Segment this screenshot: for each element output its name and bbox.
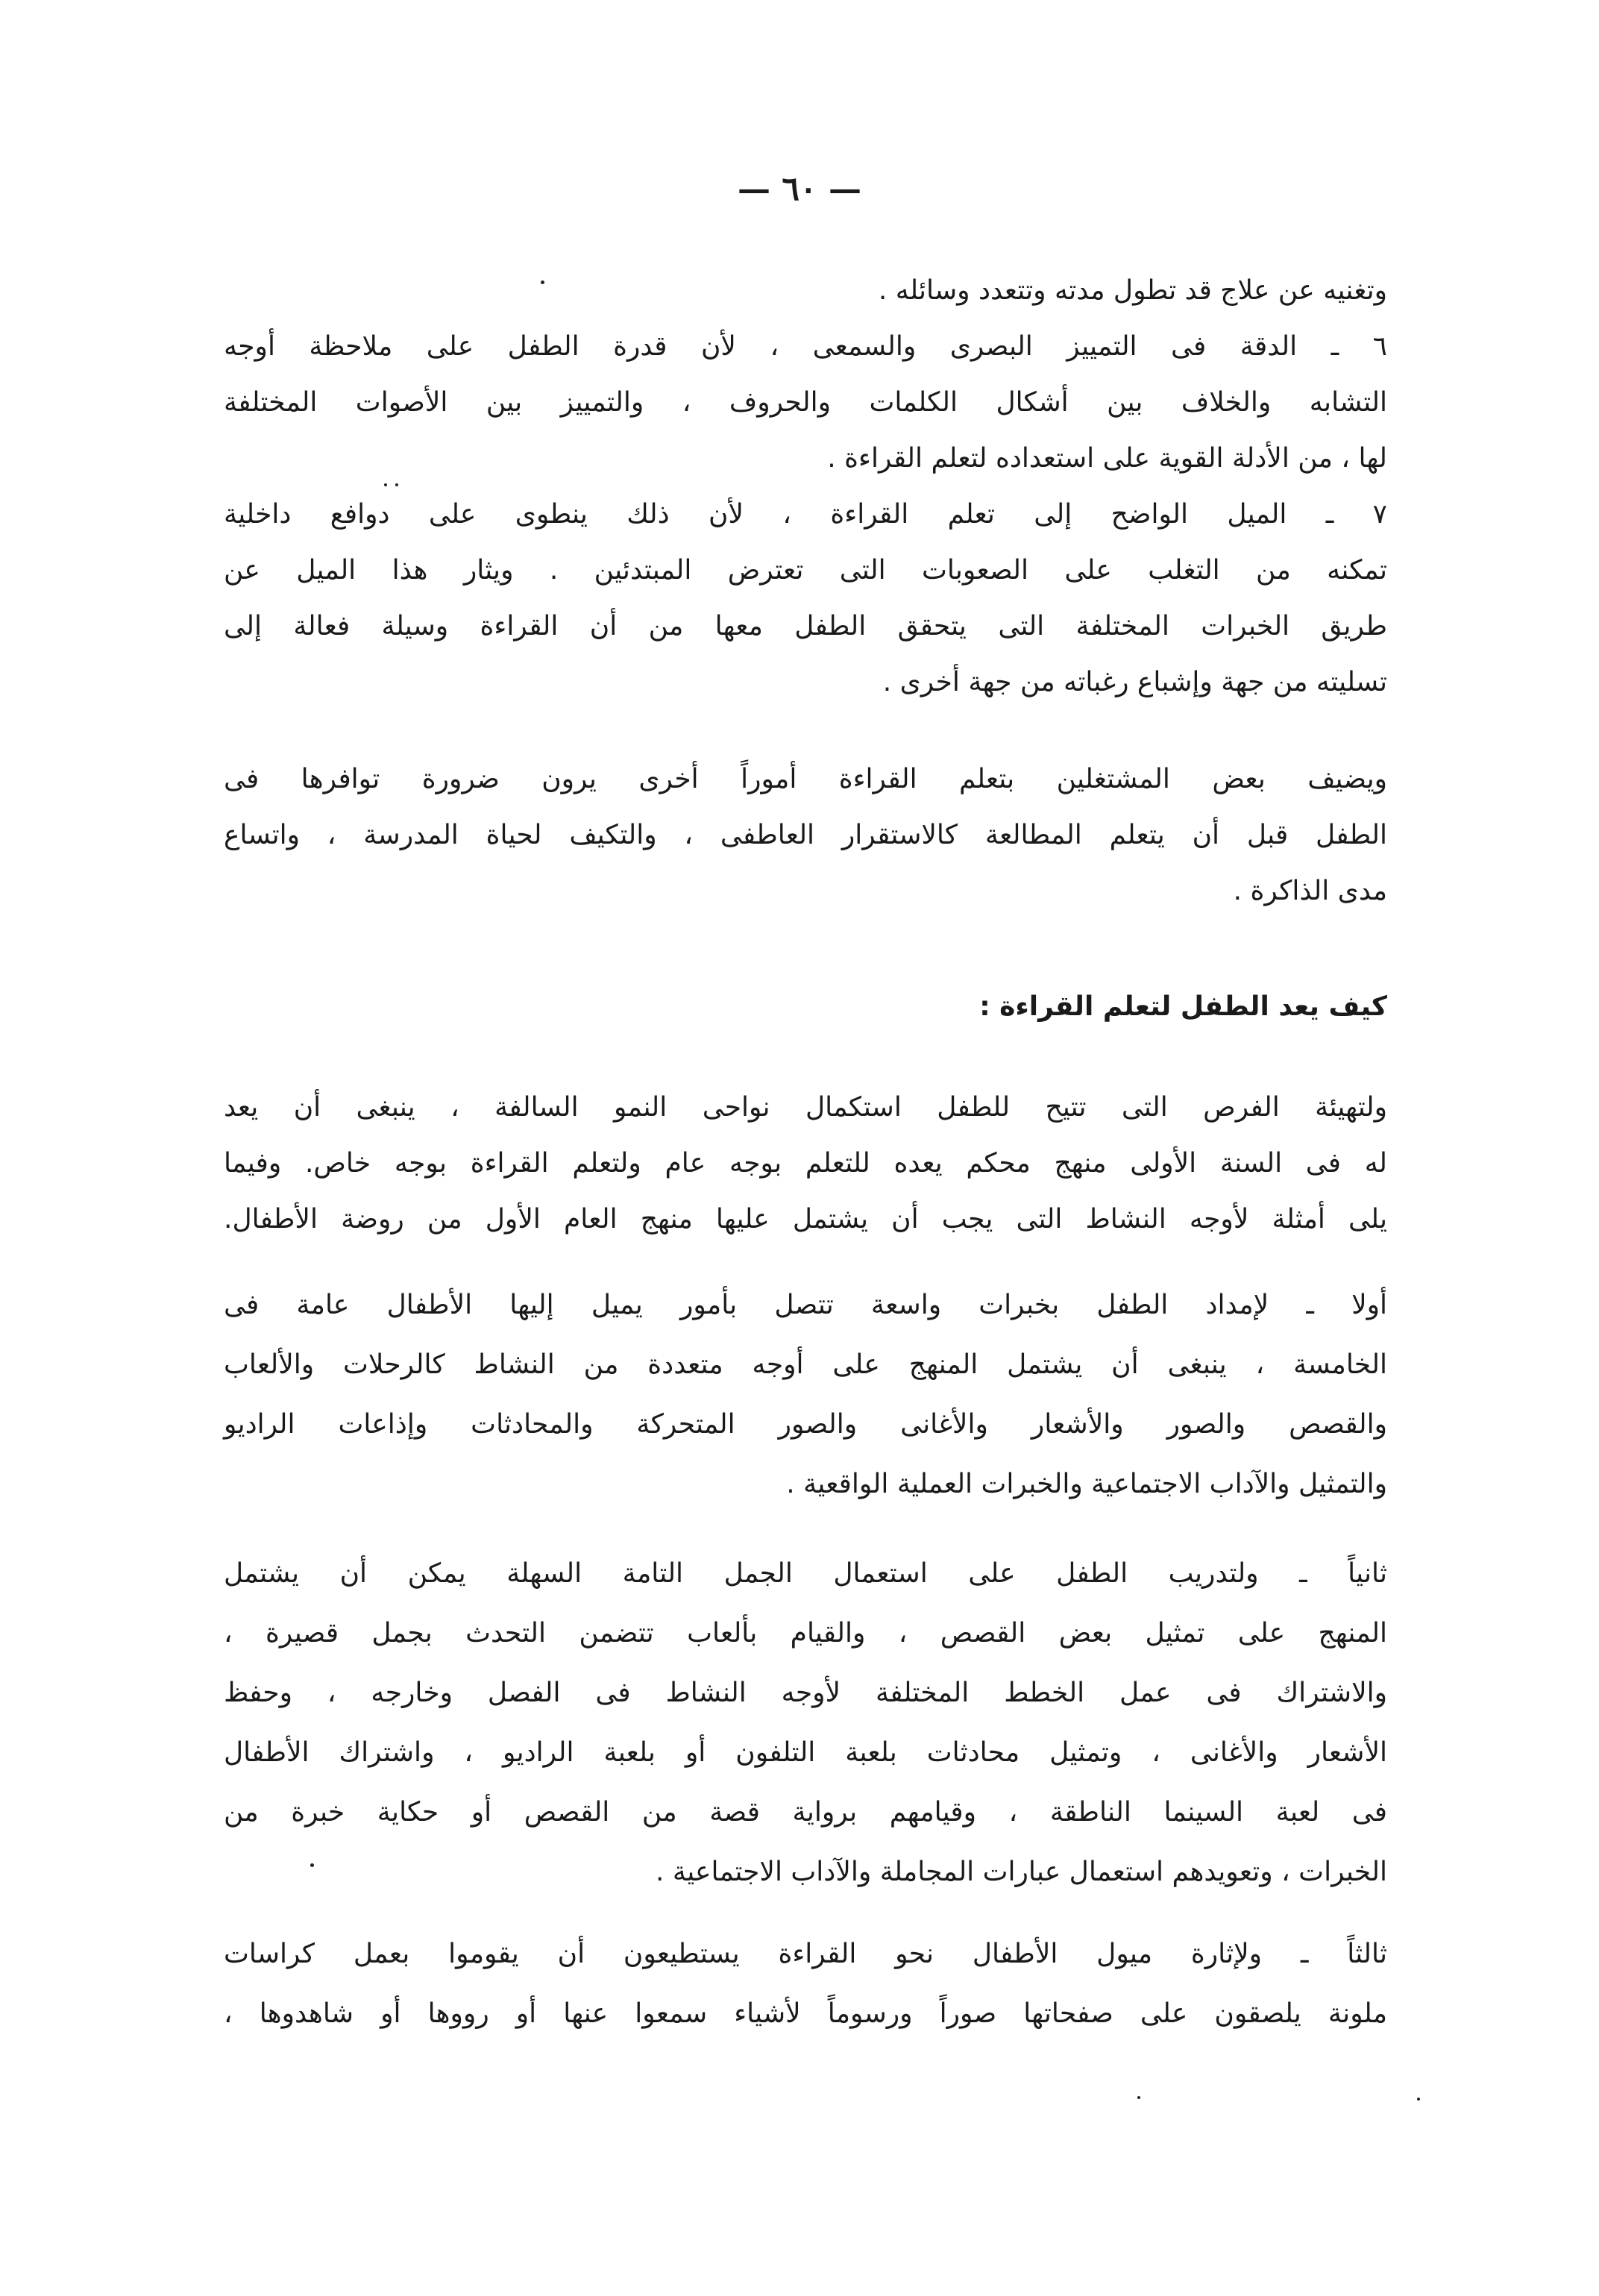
- scan-speck: [310, 1863, 314, 1867]
- scan-speck: [1137, 2096, 1140, 2099]
- page-number: — ٦٠ —: [738, 170, 861, 208]
- text-line: له فى السنة الأولى منهج محكم يعده للتعلم بوجه عام ولتعلم القراءة بوجه خاص. وفيما: [224, 1148, 1387, 1179]
- text-line: ٧ ـ الميل الواضح إلى تعلم القراءة ، لأن ذلك ينطوى على دوافع داخلية: [224, 499, 1387, 530]
- text-line: ولتهيئة الفرص التى تتيح للطفل استكمال نواحى النمو السالفة ، ينبغى أن يعد: [224, 1092, 1387, 1123]
- text-line: الطفل قبل أن يتعلم المطالعة كالاستقرار العاطفى ، والتكيف لحياة المدرسة ، واتساع: [224, 820, 1387, 850]
- text-line: تمكنه من التغلب على الصعوبات التى تعترض المبتدئين . ويثار هذا الميل عن: [224, 555, 1387, 586]
- text-line: فى لعبة السينما الناطقة ، وقيامهم برواية قصة من القصص أو حكاية خبرة من: [224, 1797, 1387, 1828]
- text-line: الخبرات ، وتعويدهم استعمال عبارات المجاملة والآداب الاجتماعية .: [656, 1857, 1387, 1887]
- text-line: الأشعار والأغانى ، وتمثيل محادثات بلعبة التلفون أو بلعبة الراديو ، واشتراك الأطفال: [224, 1737, 1387, 1768]
- text-line: والتمثيل والآداب الاجتماعية والخبرات العملية الواقعية .: [786, 1469, 1387, 1499]
- scan-speck: [1417, 2098, 1420, 2101]
- text-line: ويضيف بعض المشتغلين بتعلم القراءة أموراً أخرى يرون ضرورة توافرها فى: [224, 764, 1387, 794]
- text-line: التشابه والخلاف بين أشكال الكلمات والحروف ، والتمييز بين الأصوات المختلفة: [224, 387, 1387, 418]
- text-line: ٦ ـ الدقة فى التمييز البصرى والسمعى ، لأن قدرة الطفل على ملاحظة أوجه: [224, 331, 1387, 362]
- scan-speck: [395, 483, 398, 486]
- text-line: وتغنيه عن علاج قد تطول مدته وتتعدد وسائله .: [878, 275, 1387, 306]
- text-line: ثالثاً ـ ولإثارة ميول الأطفال نحو القراءة يستطيعون أن يقوموا بعمل كراسات: [224, 1939, 1387, 1969]
- scan-speck: [384, 483, 387, 486]
- section-heading: كيف يعد الطفل لتعلم القراءة :: [979, 991, 1387, 1022]
- text-line: تسليته من جهة وإشباع رغباته من جهة أخرى .: [882, 667, 1387, 697]
- text-line: طريق الخبرات المختلفة التى يتحقق الطفل معها من أن القراءة وسيلة فعالة إلى: [224, 611, 1387, 642]
- text-line: المنهج على تمثيل بعض القصص ، والقيام بألعاب تتضمن التحدث بجمل قصيرة ،: [224, 1618, 1387, 1649]
- scan-speck: [541, 280, 544, 284]
- text-line: والقصص والصور والأشعار والأغانى والصور المتحركة والمحادثات وإذاعات الراديو: [224, 1409, 1387, 1440]
- text-line: يلى أمثلة لأوجه النشاط التى يجب أن يشتمل عليها منهج العام الأول من روضة الأطفال.: [224, 1204, 1387, 1235]
- text-line: ثانياً ـ ولتدريب الطفل على استعمال الجمل التامة السهلة يمكن أن يشتمل: [224, 1558, 1387, 1589]
- text-line: الخامسة ، ينبغى أن يشتمل المنهج على أوجه متعددة من النشاط كالرحلات والألعاب: [224, 1349, 1387, 1380]
- text-line: مدى الذاكرة .: [1233, 876, 1387, 906]
- text-line: لها ، من الأدلة القوية على استعداده لتعلم القراءة .: [827, 443, 1387, 474]
- text-line: والاشتراك فى عمل الخطط المختلفة لأوجه النشاط فى الفصل وخارجه ، وحفظ: [224, 1678, 1387, 1708]
- text-line: أولا ـ لإمداد الطفل بخبرات واسعة تتصل بأمور يميل إليها الأطفال عامة فى: [224, 1290, 1387, 1320]
- body-text: [224, 0, 1387, 2296]
- text-line: ملونة يلصقون على صفحاتها صوراً ورسوماً لأشياء سمعوا عنها أو رووها أو شاهدوها ،: [224, 1998, 1387, 2029]
